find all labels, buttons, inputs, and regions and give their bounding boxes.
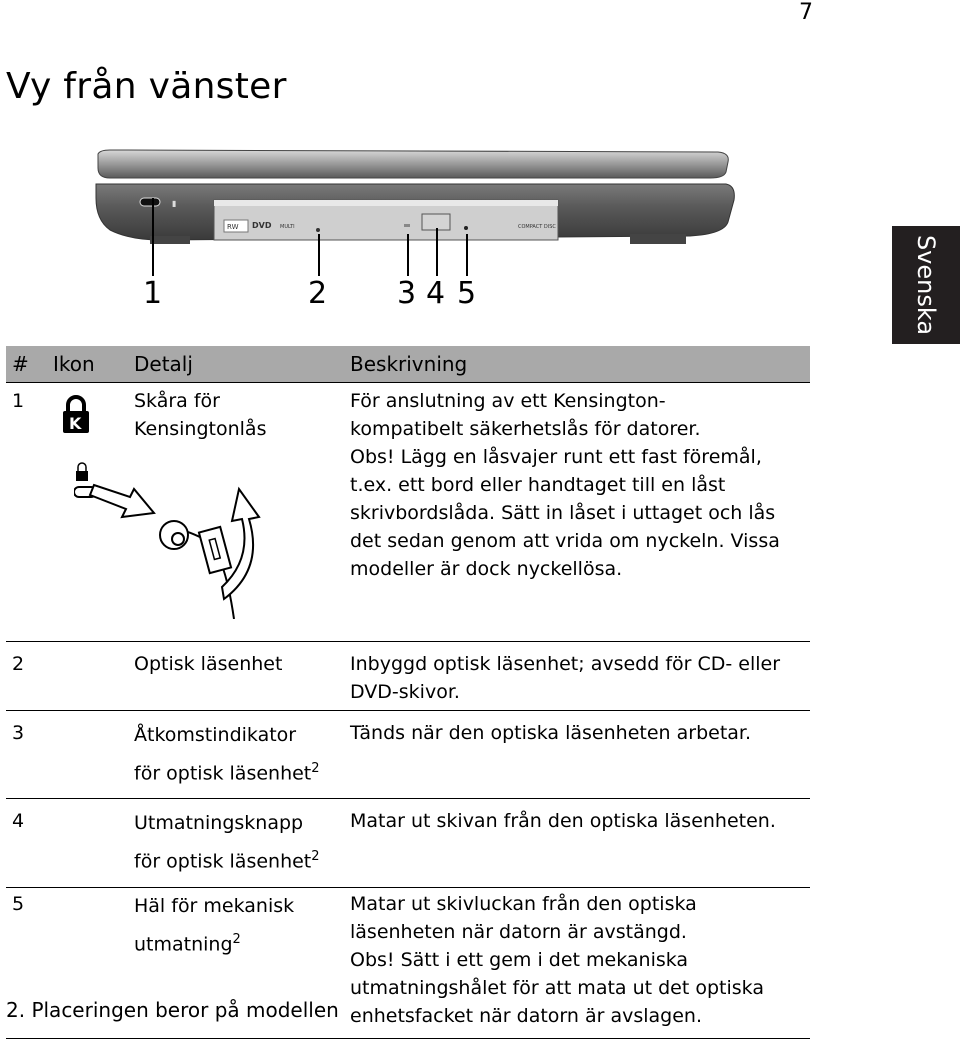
detail-text: Optisk läsenhet bbox=[134, 653, 283, 675]
table-row bbox=[6, 711, 810, 799]
callout-line-4 bbox=[436, 228, 438, 276]
description-line: det sedan genom att vrida om nyckeln. Vissa bbox=[350, 530, 780, 552]
description-cell bbox=[344, 887, 810, 1038]
table-row bbox=[6, 642, 810, 711]
callout-1: 1 bbox=[143, 276, 163, 311]
compact-disc-logo: COMPACT DISC bbox=[518, 224, 556, 230]
footnote: 2. Placeringen beror på modellen bbox=[6, 998, 339, 1022]
description-line: Matar ut skivluckan från den optiska bbox=[350, 892, 697, 915]
icon-cell bbox=[47, 799, 128, 887]
description-line: Obs! Sätt i ett gem i det mekaniska bbox=[350, 948, 689, 971]
detail-text: Skåra för bbox=[134, 390, 220, 412]
description-line: DVD-skivor. bbox=[350, 681, 460, 703]
callout-3: 3 bbox=[397, 276, 417, 311]
detail-text: Häl för mekanisk bbox=[134, 894, 295, 917]
kensington-lock-icon bbox=[61, 395, 91, 435]
row-number: 2 bbox=[6, 642, 47, 711]
row-number: 1 bbox=[6, 383, 47, 642]
description-cell bbox=[344, 642, 810, 711]
description-line: utmatningshålet för att mata ut det optiska bbox=[350, 976, 764, 999]
table-header-row bbox=[6, 346, 810, 383]
row-number: 4 bbox=[6, 799, 47, 887]
language-tab-label: Svenska bbox=[912, 234, 940, 336]
description-line: För anslutning av ett Kensington- bbox=[350, 390, 666, 412]
footnote-ref: 2 bbox=[311, 849, 320, 865]
callout-4: 4 bbox=[426, 276, 446, 311]
detail-cell bbox=[128, 642, 344, 711]
table-row bbox=[6, 383, 810, 642]
callout-line-1 bbox=[152, 198, 154, 276]
icon-cell bbox=[47, 642, 128, 711]
detail-text: för optisk läsenhet bbox=[134, 762, 312, 785]
description-line: t.ex. ett bord eller handtaget till en låst bbox=[350, 474, 726, 496]
language-tab bbox=[892, 226, 960, 344]
detail-text: Utmatningsknapp bbox=[134, 812, 304, 835]
rw-logo: RW bbox=[227, 223, 239, 231]
header-detail: Detalj bbox=[128, 346, 344, 383]
description-line: Inbyggd optisk läsenhet; avsedd för CD- eller bbox=[350, 653, 781, 675]
header-description: Beskrivning bbox=[344, 346, 810, 383]
detail-cell bbox=[128, 383, 344, 642]
table-row bbox=[6, 799, 810, 887]
callout-line-5 bbox=[466, 234, 468, 276]
description-line: Matar ut skivan från den optiska läsenheten. bbox=[350, 810, 776, 833]
page-title: Vy från vänster bbox=[6, 66, 287, 107]
detail-cell bbox=[128, 711, 344, 799]
callout-line-2 bbox=[318, 234, 320, 276]
detail-cell bbox=[128, 799, 344, 887]
row-number: 5 bbox=[6, 887, 47, 1038]
description-cell bbox=[344, 711, 810, 799]
header-num: # bbox=[6, 346, 47, 383]
detail-text: utmatning bbox=[134, 932, 233, 955]
dvd-logo: DVD bbox=[252, 221, 272, 230]
page-number: 7 bbox=[799, 0, 813, 25]
description-line: enhetsfacket när datorn är avslagen. bbox=[350, 1004, 703, 1027]
row-number: 3 bbox=[6, 711, 47, 799]
description-line: Obs! Lägg en låsvajer runt ett fast föremål, bbox=[350, 446, 762, 468]
description-line: skrivbordslåda. Sätt in låset i uttaget och lås bbox=[350, 502, 776, 524]
callout-5: 5 bbox=[457, 276, 477, 311]
icon-cell bbox=[47, 711, 128, 799]
description-line: modeller är dock nyckellösa. bbox=[350, 558, 623, 580]
detail-text: Kensingtonlås bbox=[134, 418, 267, 440]
description-cell bbox=[344, 799, 810, 887]
svg-text:K: K bbox=[69, 414, 82, 433]
header-icon: Ikon bbox=[47, 346, 128, 383]
port-description-table bbox=[6, 346, 810, 1039]
description-line: kompatibelt säkerhetslås för datorer. bbox=[350, 418, 701, 440]
callout-line-3 bbox=[407, 234, 409, 276]
detail-text: Åtkomstindikator bbox=[134, 724, 297, 746]
laptop-left-side-illustration bbox=[90, 148, 740, 263]
footnote-ref: 2 bbox=[311, 761, 320, 776]
callout-2: 2 bbox=[308, 276, 328, 311]
description-cell bbox=[344, 383, 810, 642]
footnote-ref: 2 bbox=[232, 931, 241, 947]
multi-logo: MULTI bbox=[280, 224, 295, 230]
detail-text: för optisk läsenhet bbox=[134, 850, 312, 873]
description-line: Tänds när den optiska läsenheten arbetar. bbox=[350, 722, 752, 744]
description-line: läsenheten när datorn är avstängd. bbox=[350, 920, 687, 943]
svg-text:▮: ▮ bbox=[172, 199, 177, 208]
kensington-lock-illustration bbox=[74, 459, 274, 619]
